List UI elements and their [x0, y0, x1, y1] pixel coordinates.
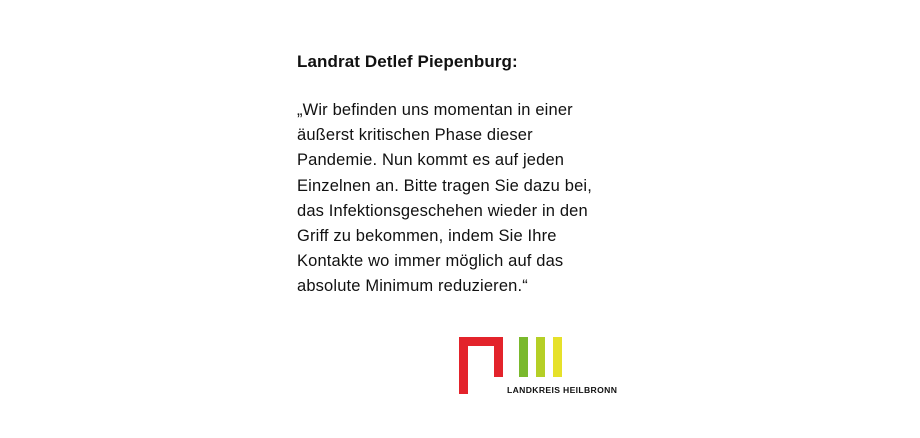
quote-line: äußerst kritischen Phase dieser	[297, 126, 533, 145]
landkreis-heilbronn-logo	[459, 337, 629, 397]
quote-line: „Wir befinden uns momentan in einer	[297, 101, 573, 119]
logo-yellow-bar	[553, 337, 562, 377]
speaker-heading: Landrat Detlef Piepenburg:	[297, 52, 518, 71]
quote-line: Pandemie. Nun kommt es auf jeden	[297, 151, 565, 170]
quote-line: Einzelnen an. Bitte tragen Sie dazu bei,	[297, 176, 592, 195]
quote-block	[297, 50, 657, 300]
quote-line: Griff zu bekommen, indem Sie Ihre	[297, 227, 557, 246]
logo-lime-bar	[536, 337, 545, 377]
logo-red-gate	[459, 337, 503, 394]
quote-line: Kontakte wo immer möglich auf das	[297, 252, 564, 271]
logo-text: LANDKREIS HEILBRONN	[507, 385, 618, 395]
logo-green-bar	[519, 337, 528, 377]
quote-text	[297, 98, 657, 300]
quote-line: das Infektionsgeschehen wieder in den	[297, 201, 588, 220]
quote-line: absolute Minimum reduzieren.“	[297, 277, 528, 296]
